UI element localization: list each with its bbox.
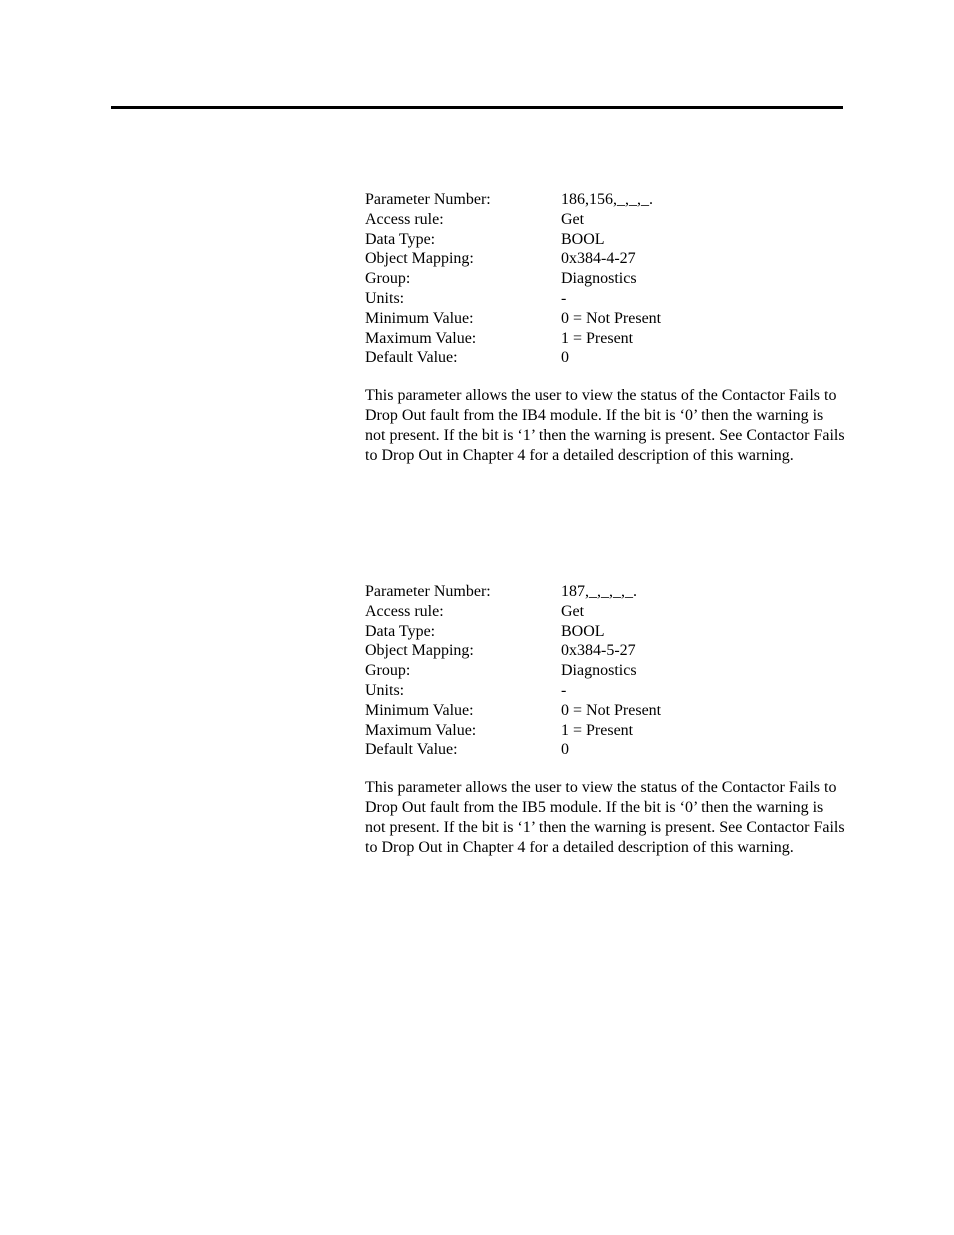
- parameter-row: [365, 622, 661, 642]
- parameter-row: [365, 740, 661, 760]
- parameter-number-value: 187,_,_,_,_.: [561, 583, 637, 600]
- parameter-block-187: [365, 582, 855, 858]
- access-rule-label: Access rule:: [365, 602, 444, 620]
- parameter-row: [365, 190, 661, 210]
- data-type-label: Data Type:: [365, 230, 436, 248]
- maximum-value-value: 1 = Present: [561, 329, 634, 347]
- parameter-row: [365, 701, 661, 721]
- object-mapping-value: 0x384-5-27: [561, 642, 636, 660]
- parameter-description: This parameter allows the user to view the status of the Contactor Fails to Drop Out fault from the IB4 module. If the bit is ‘0’ then the warning is not present. If the bit is ‘1’ then the warning is present. See Contactor Fails to Drop Out in Chapter 4 for a detailed description of this warning.: [365, 387, 845, 465]
- minimum-value-value: 0 = Not Present: [561, 701, 662, 719]
- parameter-row: [365, 289, 661, 309]
- parameter-block-186: [365, 190, 855, 466]
- parameter-number-label: Parameter Number:: [365, 583, 491, 600]
- default-value-label: Default Value:: [365, 349, 458, 367]
- default-value-label: Default Value:: [365, 741, 458, 759]
- parameter-row: [365, 230, 661, 250]
- group-label: Group:: [365, 270, 411, 288]
- parameter-row: [365, 269, 661, 289]
- parameter-row: [365, 348, 661, 368]
- parameter-number-label: Parameter Number:: [365, 191, 491, 208]
- group-value: Diagnostics: [561, 270, 637, 288]
- units-label: Units:: [365, 289, 405, 307]
- object-mapping-label: Object Mapping:: [365, 642, 474, 660]
- parameter-table: [365, 582, 661, 760]
- maximum-value-value: 1 = Present: [561, 721, 634, 739]
- minimum-value-label: Minimum Value:: [365, 309, 474, 327]
- default-value-value: 0: [561, 741, 569, 759]
- parameter-table: [365, 190, 661, 368]
- parameter-row: [365, 582, 661, 602]
- parameter-row: [365, 249, 661, 269]
- access-rule-label: Access rule:: [365, 210, 444, 228]
- object-mapping-label: Object Mapping:: [365, 250, 474, 268]
- group-value: Diagnostics: [561, 662, 637, 680]
- minimum-value-label: Minimum Value:: [365, 701, 474, 719]
- default-value-value: 0: [561, 349, 569, 367]
- parameter-row: [365, 210, 661, 230]
- object-mapping-value: 0x384-4-27: [561, 250, 636, 268]
- parameter-row: [365, 661, 661, 681]
- units-value: -: [561, 681, 567, 699]
- units-label: Units:: [365, 681, 405, 699]
- parameter-row: [365, 641, 661, 661]
- access-rule-value: Get: [561, 602, 585, 620]
- header-rule: [111, 106, 843, 109]
- maximum-value-label: Maximum Value:: [365, 329, 477, 347]
- group-label: Group:: [365, 662, 411, 680]
- parameter-description: This parameter allows the user to view the status of the Contactor Fails to Drop Out fault from the IB5 module. If the bit is ‘0’ then the warning is not present. If the bit is ‘1’ then the warning is present. See Contactor Fails to Drop Out in Chapter 4 for a detailed description of this warning.: [365, 779, 845, 857]
- parameter-row: [365, 681, 661, 701]
- access-rule-value: Get: [561, 210, 585, 228]
- data-type-value: BOOL: [561, 622, 605, 640]
- parameter-row: [365, 329, 661, 349]
- maximum-value-label: Maximum Value:: [365, 721, 477, 739]
- data-type-label: Data Type:: [365, 622, 436, 640]
- data-type-value: BOOL: [561, 230, 605, 248]
- parameter-number-value: 186,156,_,_,_.: [561, 191, 653, 208]
- parameter-row: [365, 721, 661, 741]
- parameter-row: [365, 309, 661, 329]
- parameter-row: [365, 602, 661, 622]
- minimum-value-value: 0 = Not Present: [561, 309, 662, 327]
- units-value: -: [561, 289, 567, 307]
